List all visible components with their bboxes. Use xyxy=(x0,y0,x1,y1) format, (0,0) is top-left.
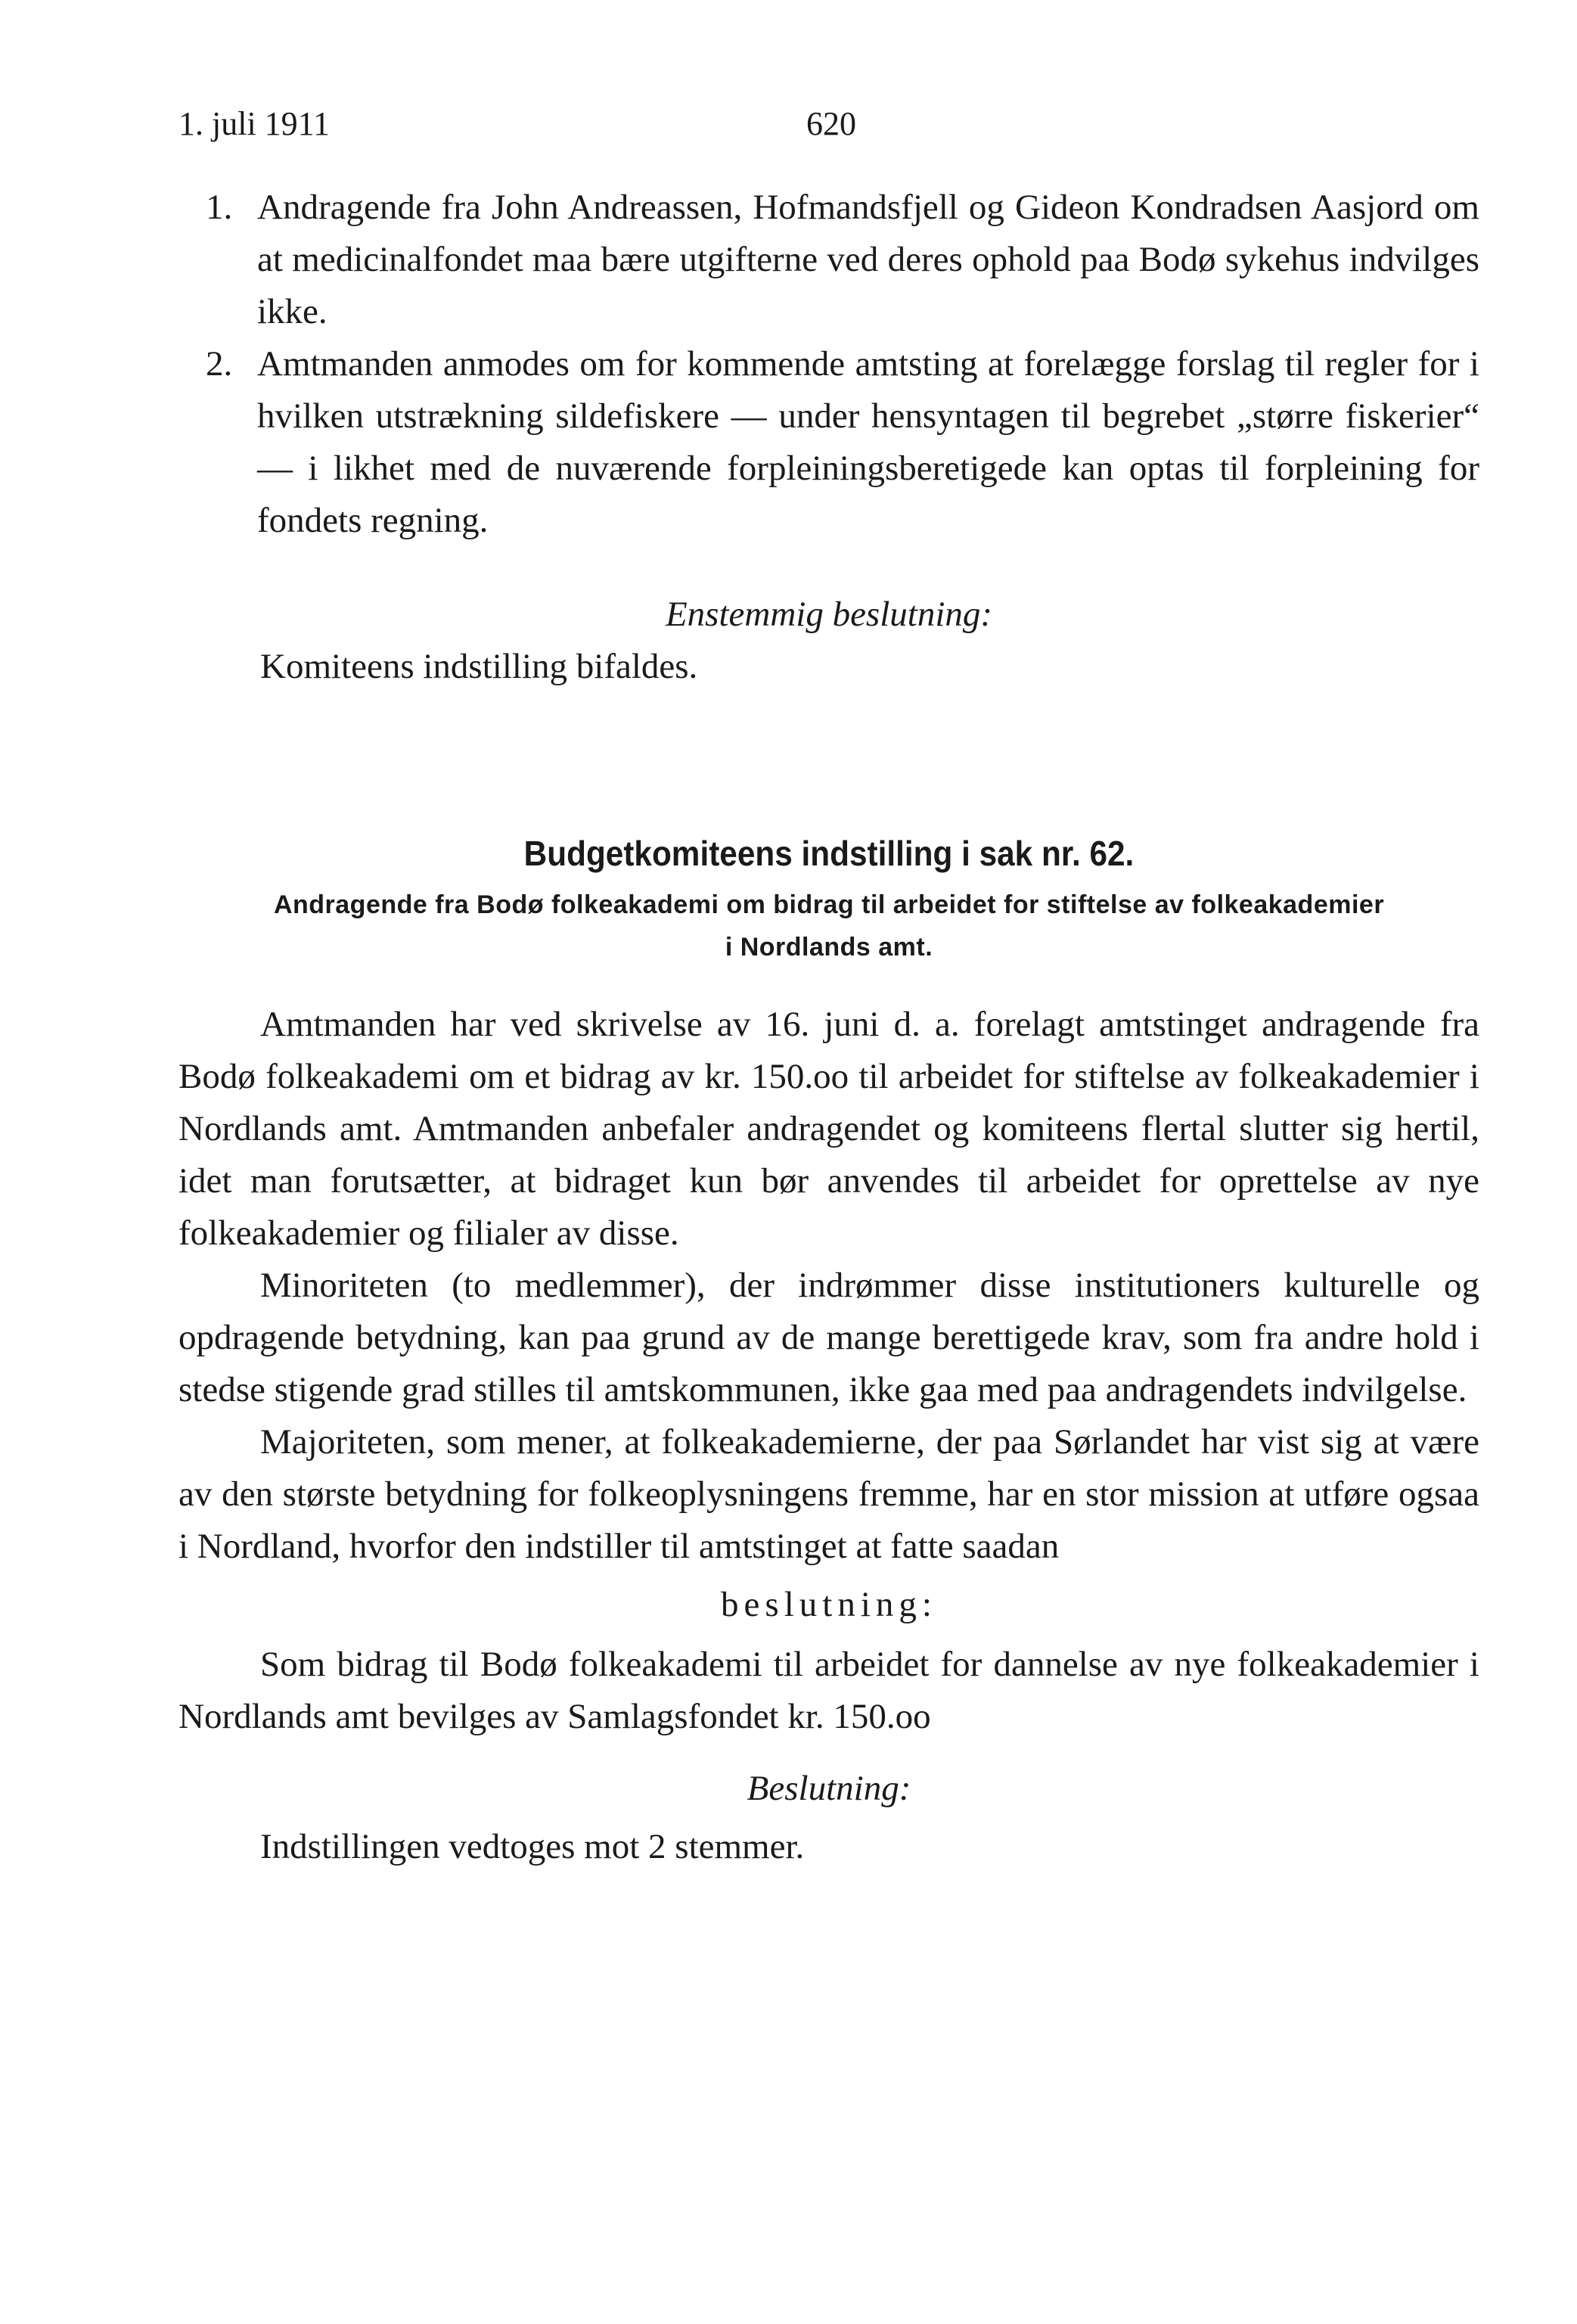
item-number: 1. xyxy=(206,188,233,227)
body-paragraph: Minoriteten (to medlemmer), der indrømmer disse institutioners kulturelle og opdragende betydning, kan paa grund av de mange berettigede krav, som fra andre hold i stedse stigende grad stilles til amtskommunen, ikke gaa med paa andragendets indvilgelse. xyxy=(178,1266,1479,1409)
page-number: 620 xyxy=(806,105,856,142)
decision-text: Komiteens indstilling bifaldes. xyxy=(260,647,698,686)
header-date: 1. juli 1911 xyxy=(178,105,331,142)
prior-decision xyxy=(178,589,1479,693)
decision-label: Enstemmig beslutning: xyxy=(665,595,993,634)
running-header xyxy=(178,104,1419,150)
resolution-label: beslutning: xyxy=(721,1585,937,1624)
list-item xyxy=(178,338,1479,547)
final-decision-label: Beslutning: xyxy=(747,1769,911,1808)
prior-items xyxy=(178,182,1479,547)
body-paragraph: Majoriteten, som mener, at folkeakademierne, der paa Sørlandet har vist sig at være av den største betydning for folkeoplysningens fremme, har en stor mission at utføre ogsaa i Nordland, hvorfor den indstiller til amtstinget at fatte saadan xyxy=(178,1422,1479,1566)
subtitle-line-2: i Nordlands amt. xyxy=(725,933,933,962)
item-number: 2. xyxy=(206,344,233,384)
list-item xyxy=(178,182,1479,338)
final-decision-text: Indstillingen vedtoges mot 2 stemmer. xyxy=(260,1827,805,1866)
resolution-text: Som bidrag til Bodø folkeakademi til arbeidet for dannelse av nye folkeakademier i Nordlands amt bevilges av Samlagsfondet kr. 150.oo xyxy=(178,1645,1479,1736)
body-paragraph: Amtmanden har ved skrivelse av 16. juni d. a. forelagt amtstinget andragende fra Bodø folkeakademi om et bidrag av kr. 150.oo til arbeidet for stiftelse av folkeakademier i Nordlands amt. Amtmanden anbefaler andragendet og komiteens flertal slutter sig hertil, idet man forutsætter, at bidraget kun bør anvendes til arbeidet for oprettelse av nye folkeakademier og filialer av disse. xyxy=(178,1005,1479,1253)
item-text: Amtmanden anmodes om for kommende amtsting at forelægge forslag til regler for i hvilken utstrækning sildefiskere — under hensyntagen til begrebet „større fiskerier“ — i likhet med de nuværende forpleiningsberetigede kan optas til forpleining for fondets regning. xyxy=(257,344,1479,540)
section-body xyxy=(178,999,1479,1873)
section-title: Budgetkomiteens indstilling i sak nr. 62. xyxy=(523,834,1135,873)
item-text: Andragende fra John Andreassen, Hofmandsfjell og Gideon Kondradsen Aasjord om at medicinalfondet maa bære utgifterne ved deres ophold paa Bodø sykehus indvilges ikke. xyxy=(257,188,1479,331)
section-subtitle xyxy=(178,884,1479,968)
subtitle-line-1: Andragende fra Bodø folkeakademi om bidrag til arbeidet for stiftelse av folkeakademier xyxy=(273,890,1385,919)
